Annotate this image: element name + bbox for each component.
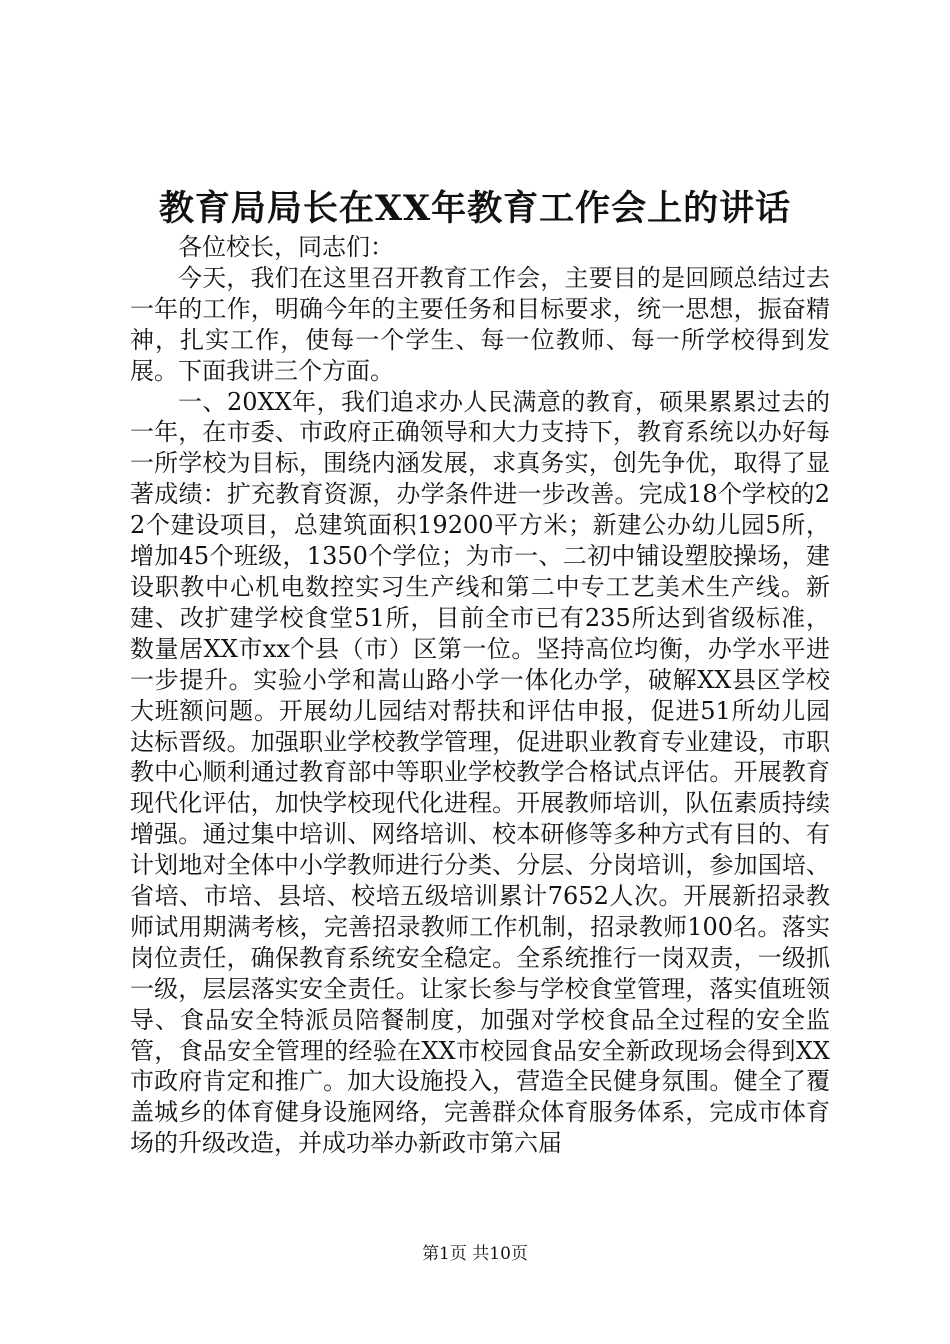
section-one-paragraph: 一、20XX年，我们追求办人民满意的教育，硕果累累过去的一年，在市委、市政府正确领导和大力支持下，教育系统以办好每一所学校为目标，围绕内涵发展，求真务实，创先争优，取得了显著成绩：扩充教育资源，办学条件进一步改善。完成18个学校的22个建设项目，总建筑面积19200平方米；新建公办幼儿园5所，增加45个班级，1350个学位；为市一、二初中铺设塑胶操场，建设职教中心机电数控实习生产线和第二中专工艺美术生产线。新建、改扩建学校食堂51所，目前全市已有235所达到省级标准，数量居XX市xx个县（市）区第一位。坚持高位均衡，办学水平进一步提升。实验小学和嵩山路小学一体化办学，破解XX县区学校大班额问题。开展幼儿园结对帮扶和评估申报，促进51所幼儿园达标晋级。加强职业学校教学管理，促进职业教育专业建设，市职教中心顺利通过教育部中等职业学校教学合格试点评估。开展教育现代化评估，加快学校现代化进程。开展教师培训，队伍素质持续增强。通过集中培训、网络培训、校本研修等多种方式有目的、有计划地对全体中小学教师进行分类、分层、分岗培训，参加国培、省培、市培、县培、校培五级培训累计7652人次。开展新招录教师试用期满考核，完善招录教师工作机制，招录教师100名。落实岗位责任，确保教育系统安全稳定。全系统推行一岗双责，一级抓一级，层层落实安全责任。让家长参与学校食堂管理，落实值班领导、食品安全特派员陪餐制度，加强对学校食品全过程的安全监管，食品安全管理的经验在XX市校园食品安全新政现场会得到XX市政府肯定和推广。加大设施投入，营造全民健身氛围。健全了覆盖城乡的体育健身设施网络，完善群众体育服务体系，完成市体育场的升级改造，并成功举办新政市第六届 <box>130 387 830 1158</box>
salutation-paragraph: 各位校长，同志们： <box>178 233 394 261</box>
intro-paragraph: 今天，我们在这里召开教育工作会，主要目的是回顾总结过去一年的工作，明确今年的主要任务和目标要求，统一思想，振奋精神，扎实工作，使每一个学生、每一位教师、每一所学校得到发展。下面我讲三个方面。 <box>130 263 830 385</box>
document-title: 教育局局长在XX年教育工作会上的讲话 <box>158 188 792 229</box>
page-number-footer: 第1页 共10页 <box>422 1244 528 1264</box>
document-body <box>130 232 830 1159</box>
